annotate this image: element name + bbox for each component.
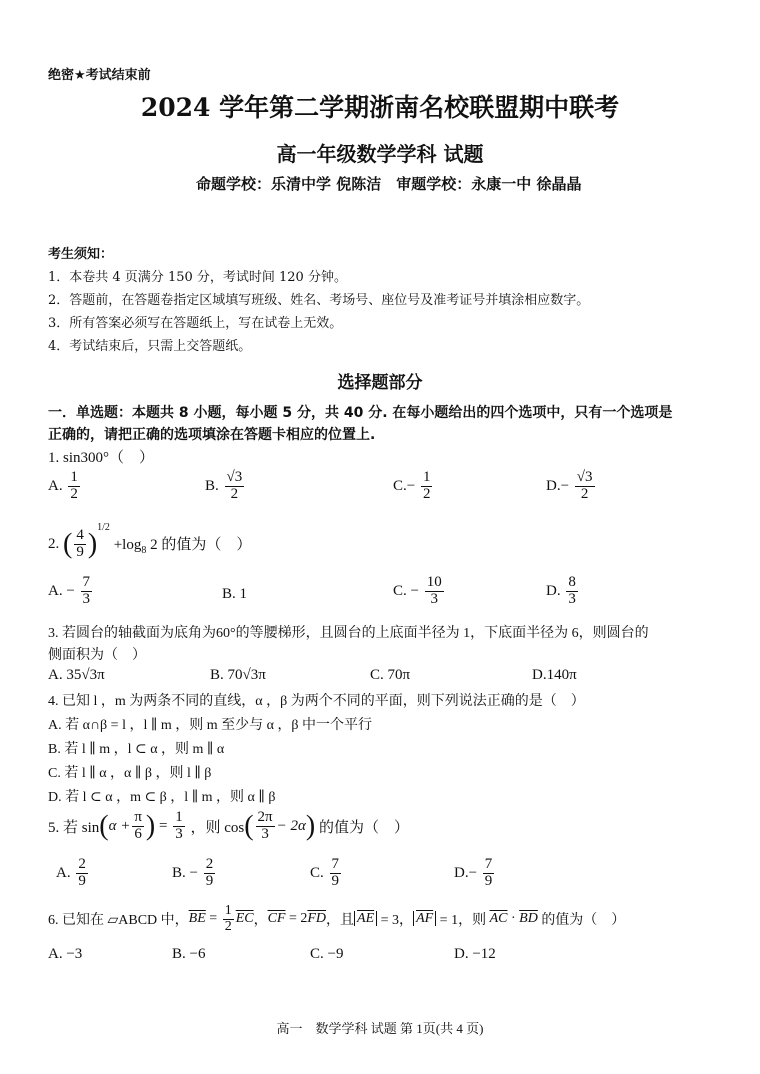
notice-item: 4．考试结束后，只需上交答题纸。 (48, 339, 252, 354)
question-6-option-d: D. −12 (454, 946, 496, 962)
question-6-option-a: A. −3 (48, 946, 83, 962)
question-5-option-d: D.− $\frac{7}{9}$ (454, 856, 493, 889)
question-4-option-c: C. 若 l ∥ α ，α ∥ β ，则 l ∥ β (48, 766, 212, 781)
notice-item: 1．本卷共 4 页满分 150 分，考试时间 120 分钟。 (48, 270, 347, 285)
question-2-option-c: C. − $\frac{10}{3}$ (393, 574, 442, 607)
question-2-option-a: A. − $\frac{7}{3}$ (48, 574, 91, 607)
notice-item: 3．所有答案必须写在答题纸上，写在试卷上无效。 (48, 316, 343, 331)
question-2-stem: 2. ( $\frac{4}{9}$ )$^{1/2} +\log_8$ 2 的值为（ ） (48, 522, 252, 561)
question-2-option-b: B. 1 (222, 586, 248, 602)
question-1-option-c: C.− $\frac{1}{2}$ (393, 469, 431, 502)
question-3-option-c: C. 70π (370, 667, 411, 683)
question-5-option-a: A. $\frac{2}{9}$ (56, 856, 86, 889)
part1-intro-line1: 一．单选题：本题共 8 小题，每小题 5 分，共 40 分. 在每小题给出的四个选项中，只有一个选项是 (48, 405, 673, 421)
question-1-option-a: A. $\frac{1}{2}$ (48, 469, 78, 502)
question-3-option-a: A. 35√3π (48, 667, 105, 683)
question-3-stem-line1: 3. 若圆台的轴截面为底角为60°的等腰梯形，且圆台的上底面半径为 1，下底面半径为 6，则圆台的 (48, 626, 649, 641)
question-1-stem: 1. sin300°（ ） (48, 450, 155, 466)
question-3-option-b: B. 70√3π (210, 667, 266, 683)
question-2-option-d: D. $\frac{8}{3}$ (546, 574, 576, 607)
author-line: 命题学校：乐清中学 倪陈洁 审题学校：永康一中 徐晶晶 (196, 175, 582, 193)
page-footer: 高一 数学学科 试题 第 1页(共 4 页) (276, 1021, 484, 1036)
question-5-option-c: C. $\frac{7}{9}$ (310, 856, 340, 889)
question-5-stem: 5. 若 sin(α + $\frac{\pi}{6}$ ) = $\frac{1}{3}$ ，则 cos( $\frac{2\pi}{3}$ − 2α) 的值为（ ） (48, 809, 409, 842)
question-5-option-b: B. − $\frac{2}{9}$ (172, 856, 214, 889)
secret-label: 绝密★考试结束前 (48, 68, 151, 83)
question-6-option-b: B. −6 (172, 946, 206, 962)
section-title: 选择题部分 (337, 373, 423, 393)
exam-subtitle: 高一年级数学学科 试题 (276, 142, 484, 166)
question-1-option-b: B. $\frac{√3}{2}$ (205, 469, 243, 502)
question-4-option-b: B. 若 l ∥ m ，l ⊂ α ，则 m ∥ α (48, 742, 225, 757)
question-6-stem: 6. 已知在 ▱ABCD 中，$\overline{BE}$ = $\frac{1}{2}$ $\overline{EC}$，$\overline{CF} = 2\overline{FD}$，且 $\overline{AE} = 3$， $\overline{AF} = 1$，则 $\overline{AC} \cdot \overline{BD}$ 的值为（ ） (48, 903, 626, 934)
notice-item: 2．答题前，在答题卷指定区域填写班级、姓名、考场号、座位号及准考证号并填涂相应数字。 (48, 293, 590, 308)
question-1-option-d: D.− $\frac{√3}{2}$ (546, 469, 593, 502)
question-3-option-d: D.140π (532, 667, 577, 683)
part1-intro-line2: 正确的，请把正确的选项填涂在答题卡相应的位置上. (48, 427, 376, 443)
question-4-option-a: A. 若 α∩β = l ，l ∥ m ，则 m 至少与 α ，β 中一个平行 (48, 718, 373, 733)
question-4-stem: 4. 已知 l ，m 为两条不同的直线，α ，β 为两个不同的平面，则下列说法正确的是（ ） (48, 694, 585, 709)
question-4-option-d: D. 若 l ⊂ α ，m ⊂ β ，l ∥ m ，则 α ∥ β (48, 790, 276, 805)
question-3-stem-line2: 侧面积为（ ） (48, 648, 146, 663)
notice-heading: 考生须知： (48, 247, 114, 262)
exam-title: 2024 学年第二学期浙南名校联盟期中联考 (140, 93, 620, 122)
question-6-option-c: C. −9 (310, 946, 344, 962)
